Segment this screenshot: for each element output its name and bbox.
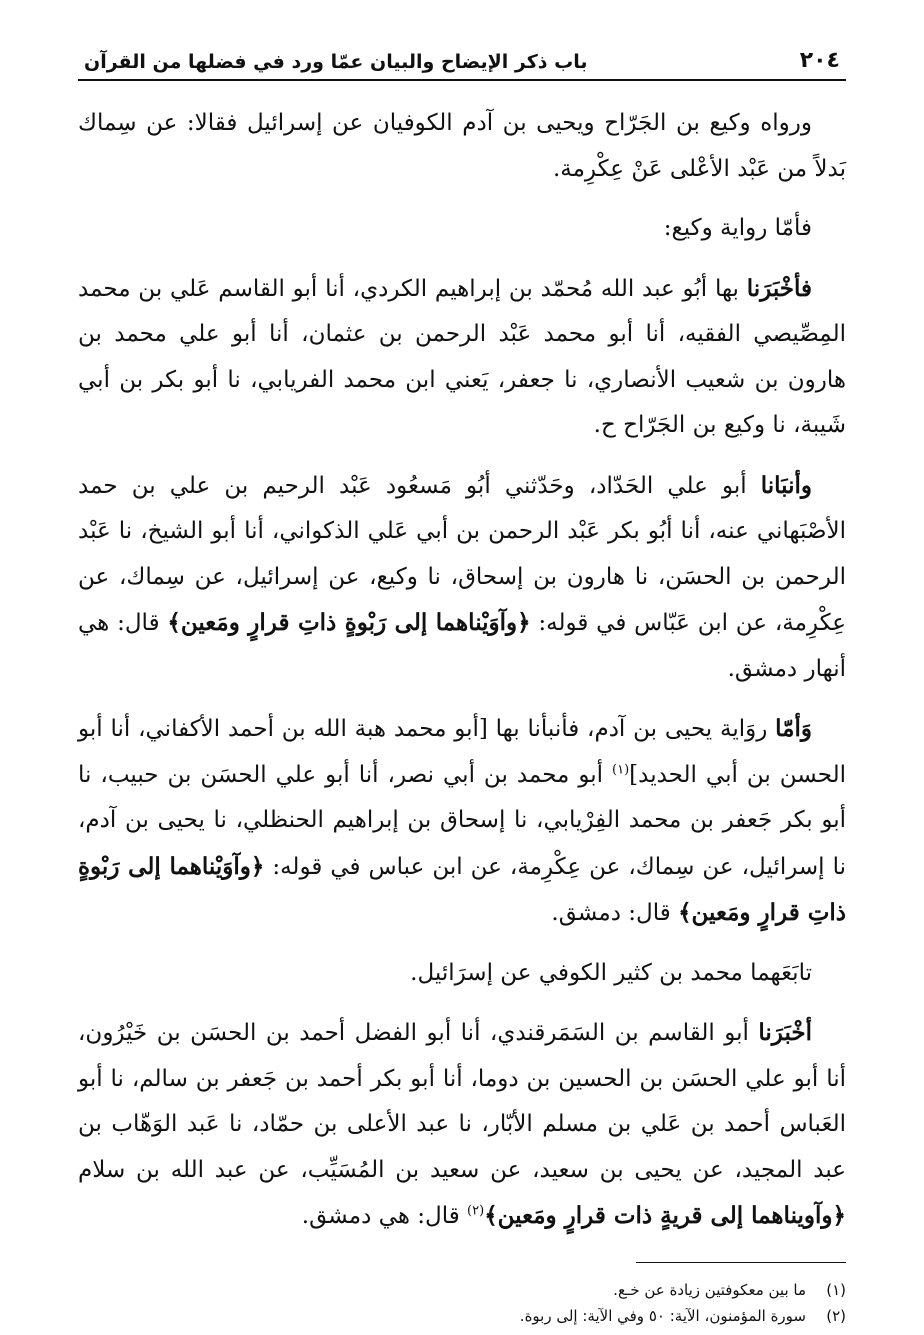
paragraph-text: تابَعَهما محمد بن كثير الكوفي عن إسرَائيل. <box>410 959 812 986</box>
footnote-number: (٢) <box>826 1306 846 1325</box>
paragraph-text: أبو القاسم بن السَمَرقندي، أنا أبو الفضل أحمد بن الحسَن بن خَيْرُون، أنا أبو علي الحسَن بن الحسين بن دوما، أنا أبو بكر أحمد بن جَعفر بن سالم، نا أبو العَباس أحمد بن عَلي بن مسلم الأبّار، نا عبد الأعلى بن حمّاد، نا عَبد الوَهّاب بن عبد المجيد، عن يحيى بن سعيد، عن سعيد بن المُسَيِّب، عن عبد الله بن سلام <box>78 1020 846 1183</box>
narration-keyword: وَأمّا <box>775 715 812 742</box>
footnote-number: (١) <box>826 1280 846 1299</box>
footnote-ref[interactable]: (١) <box>612 761 630 777</box>
paragraph-text: قال: دمشق. <box>551 900 679 926</box>
paragraph-text: قال: هي دمشق. <box>301 1203 468 1229</box>
page-header <box>78 48 846 79</box>
paragraph-text: قال: هي أنهار دمشق. <box>78 610 846 682</box>
footnote <box>78 1303 846 1329</box>
footnote-rule <box>636 1262 846 1263</box>
paragraph-1 <box>78 101 846 192</box>
footnote-text: سورة المؤمنون، الآية: ٥٠ وفي الآية: إلى ربوة. <box>519 1306 806 1325</box>
paragraph-text: ورواه وكيع بن الجَرّاح ويحيى بن آدم الكوفيان عن إسرائيل فقالا: عن سِماك بَدلاً من عَبْد الأعْلى عَنْ عِكْرِمة. <box>78 110 846 182</box>
narration-keyword: وأنبَانا <box>760 471 812 499</box>
main-text <box>78 101 846 1240</box>
paragraph-text: أبو علي الحَدّاد، وحَدّثني أبُو مَسعُود عَبْد الرحيم بن علي بن حمد الأصْبَهاني عنه، أنا أبُو بكر عَبْد الرحمن بن أبي عَلي الذكواني، أنا أبو الشيخ، نا عَبْد الرحمن بن الحسَن، نا هارون بن إسحاق، نا وكيع، عن إسرائيل، عن سِماك، عن عِكْرِمة، عن ابن عَبّاس في قوله: <box>78 472 847 636</box>
paragraph-text: أبو محمد بن أبي نصر، أنا أبو علي الحسَن بن حبيب، نا أبو بكر جَعفر بن محمد الفِرْيابي، نا إسحاق بن إبراهيم الحنظلي، نا يحيى بن آدم، نا إسرائيل، عن سِماك، عن عِكْرِمة، عن ابن عباس في قوله: <box>78 761 846 880</box>
header-rule <box>78 79 846 81</box>
page-number: ٢٠٤ <box>799 48 840 73</box>
narration-keyword: فأخْبَرَنا <box>746 274 812 302</box>
footnote <box>78 1277 846 1303</box>
paragraph-4 <box>78 463 846 693</box>
footnote-text: ما بين معكوفتين زيادة عن خـع. <box>613 1280 806 1299</box>
paragraph-7 <box>78 1010 846 1240</box>
paragraph-3 <box>78 266 846 449</box>
narration-keyword: أخْبَرَنا <box>758 1019 812 1046</box>
paragraph-text: روَاية يحيى بن آدم، فأنبأنا بها [أبو محمد هبة الله بن أحمد الأكفاني، أنا أبو الحسن بن أبي الحديد] <box>78 716 847 788</box>
footnotes <box>78 1277 846 1329</box>
paragraph-5 <box>78 706 846 937</box>
paragraph-6 <box>78 951 846 997</box>
quran-verse: ﴿وآويناهما إلى قريةٍ ذات قرارٍ ومَعين﴾ <box>484 1202 846 1229</box>
quran-verse: ﴿وآوَيْناهما إلى رَبْوةٍ ذاتِ قرارٍ ومَعين﴾ <box>78 852 846 926</box>
paragraph-2 <box>78 206 846 252</box>
footnote-ref[interactable]: (٢) <box>467 1203 485 1219</box>
quran-verse: ﴿وآوَيْناهما إلى رَبْوةٍ ذاتِ قرارٍ ومَعين﴾ <box>167 609 531 636</box>
book-page <box>78 48 846 1329</box>
running-title: باب ذكر الإيضاح والبيان عمّا ورد في فضلها من القرآن <box>84 51 588 73</box>
paragraph-text: فأمّا رواية وكيع: <box>663 215 812 241</box>
paragraph-text: بها أبُو عبد الله مُحمّد بن إبراهيم الكردي، أنا أبو القاسم عَلي بن محمد المِصِّيصي الفقيه، أنا أبو محمد عَبْد الرحمن بن عثمان، أنا أبو علي محمد بن هارون بن شعيب الأنصاري، نا جعفر، يَعني ابن محمد الفريابي، نا أبو بكر بن أبي شَيبة، نا وكيع بن الجَرّاح ح. <box>78 275 847 438</box>
